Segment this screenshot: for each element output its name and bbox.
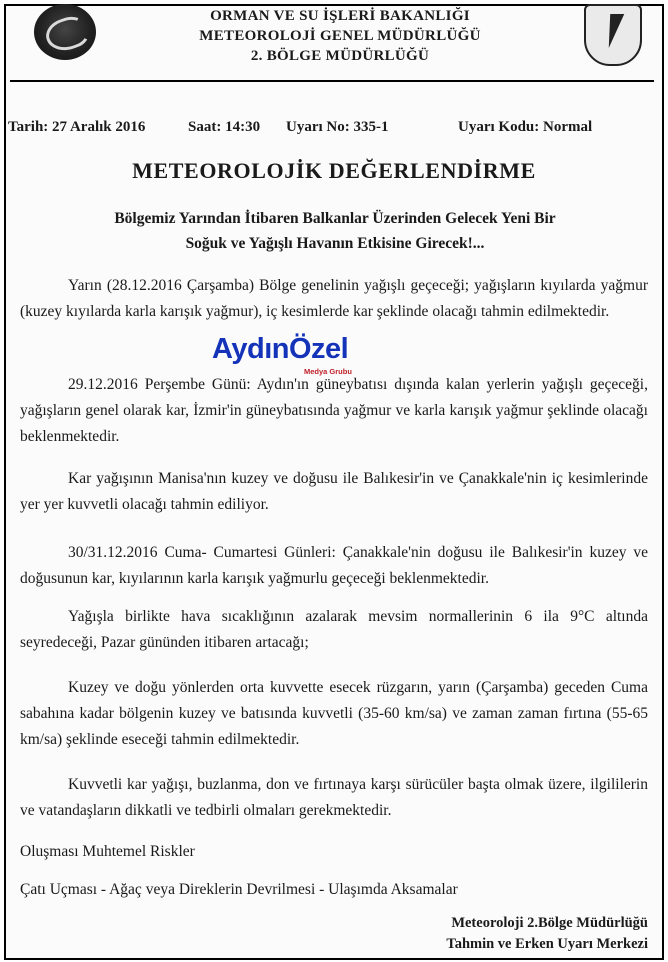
paragraph-1: Yarın (28.12.2016 Çarşamba) Bölge genelinin yağışlı geçeceği; yağışların kıyılarda yağmur (kuzey kıyılarda karla karışık yağmur), iç kesimlerde kar şeklinde olacağı tahmin edilmektedir. [20,277,648,320]
paragraph-5: Yağışla birlikte hava sıcaklığının azalarak mevsim normallerinin 6 ila 9°C altında seyredeceği, Pazar gününden itibaren artacağı; [20,608,648,651]
meta-time: Saat: 14:30 [188,119,261,135]
subtitle-line-2: Soğuk ve Yağışlı Havanın Etkisine Girecek!... [185,235,485,252]
meta-warning-no: Uyarı No: 335-1 [286,119,389,135]
paragraph-7: Kuvvetli kar yağışı, buzlanma, don ve fırtınaya karşı sürücüler başta olmak üzere, ilgililerin ve vatandaşların dikkatli ve tedbirli olmaları gerekmektedir. [20,776,648,819]
document-title: METEOROLOJİK DEĞERLENDİRME [132,158,536,183]
paragraph-3: Kar yağışının Manisa'nın kuzey ve doğusu ile Balıkesir'in ve Çanakkale'nin iç kesimlerinde yer yer kuvvetli olacağı tahmin ediliyor. [20,470,648,513]
signature-office: Meteoroloji 2.Bölge Müdürlüğü [451,915,648,931]
meteorology-emblem-icon [584,4,642,66]
watermark-logo [212,333,364,377]
subtitle-line-1: Bölgemiz Yarından İtibaren Balkanlar Üzerinden Gelecek Yeni Bir [114,210,556,227]
paragraph-2: 29.12.2016 Perşembe Günü: Aydın'ın güneybatısı dışında kalan yerlerin yağışlı geçeceği, yağışların genel olarak kar, İzmir'in güneybatısında yağmur ve karla karışık yağmur şeklinde olacağı beklenmektedir. [20,376,648,445]
letterhead-region: 2. BÖLGE MÜDÜRLÜĞÜ [250,48,430,64]
risks-heading: Oluşması Muhtemel Riskler [20,843,195,860]
document-subtitle [40,206,630,256]
header-divider [10,80,654,82]
meta-date: Tarih: 27 Aralık 2016 [8,119,146,135]
meta-warning-code: Uyarı Kodu: Normal [458,119,593,135]
letterhead-directorate: METEOROLOJİ GENEL MÜDÜRLÜĞÜ [199,28,481,44]
paragraph-4: 30/31.12.2016 Cuma- Cumartesi Günleri: Çanakkale'nin doğusu ile Balıkesir'in kuzey ve doğusunun kar, kıyılarının karla karışık yağmurlu geçeceği beklenmektedir. [20,544,648,587]
paragraph-6: Kuzey ve doğu yönlerden orta kuvvette esecek rüzgarın, yarın (Çarşamba) geceden Cuma sabahına kadar bölgenin kuzey ve batısında kuvvetli (35-60 km/sa) ve zaman zaman fırtına (55-65 km/sa) şeklinde eseceği tahmin edilmektedir. [20,679,648,748]
risks-list: Çatı Uçması - Ağaç veya Direklerin Devrilmesi - Ulaşımda Aksamalar [20,881,458,898]
letterhead [110,6,570,66]
watermark-brand: AydınÖzel [212,333,349,365]
signature-center: Tahmin ve Erken Uyarı Merkezi [446,936,648,952]
ministry-logo-icon [34,4,96,60]
letterhead-ministry: ORMAN VE SU İŞLERİ BAKANLIĞI [210,8,470,24]
watermark-tagline: Medya Grubu [304,367,352,376]
